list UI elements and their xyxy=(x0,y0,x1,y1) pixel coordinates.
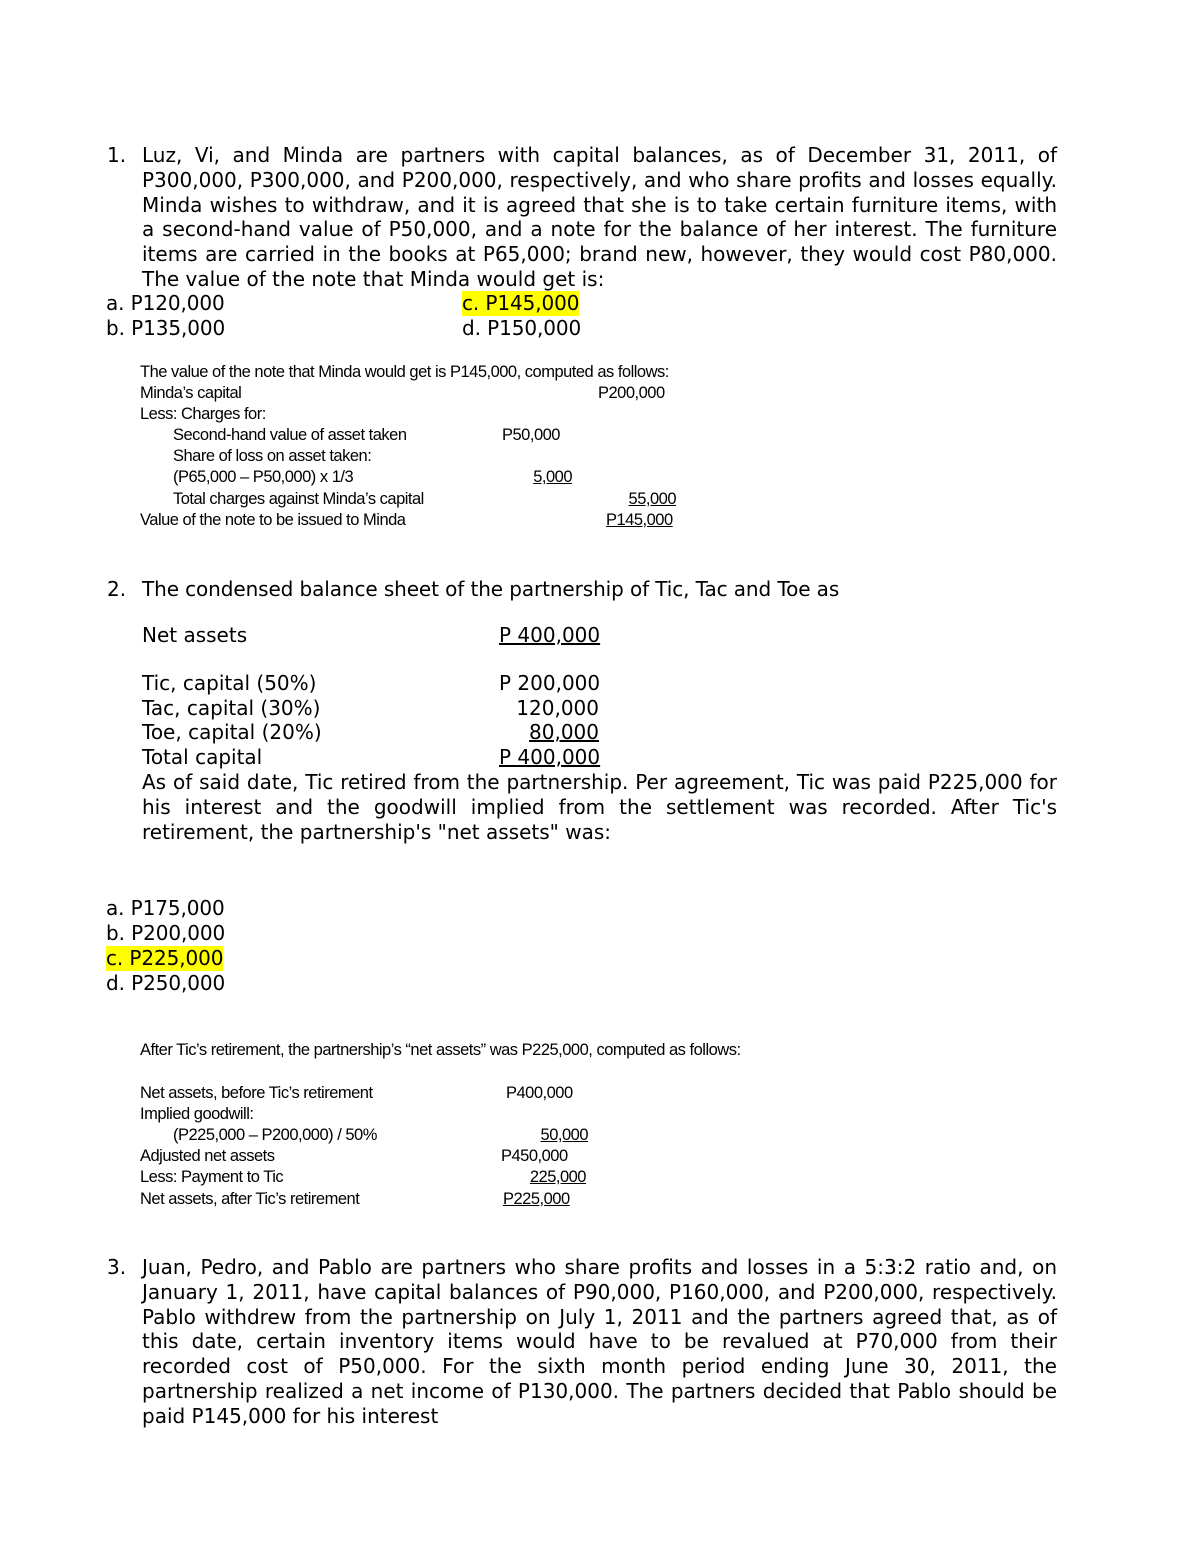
q2-solution-amount: P450,000 xyxy=(501,1147,568,1165)
question-2-text: As of said date, Tic retired from the partnership. Per agreement, Tic was paid P225,000 for his interest and the goodwill implied from the settlement was recorded. After Tic's retirement, the partnership's "net assets" was: xyxy=(142,770,1057,844)
q1-solution-row-label: Share of loss on asset taken: xyxy=(173,447,372,465)
capital-row-value: 120,000 xyxy=(516,696,599,720)
q1-solution-intro: The value of the note that Minda would get is P145,000, computed as follows: xyxy=(140,363,669,381)
q2-choice-a: a. P175,000 xyxy=(106,896,225,920)
net-assets-label: Net assets xyxy=(142,623,248,647)
question-3-text: Juan, Pedro, and Pablo are partners who share profits and losses in a 5:3:2 ratio and, on January 1, 2011, have capital balances of P90,000, P160,000, and P200,000, respectively. Pablo withdrew from the partnership on July 1, 2011 and the partners agreed that, as of this date, certain inventory items would have to be revalued at P70,000 from their recorded cost of P50,000. For the sixth month period ending June 30, 2011, the partnership realized a net income of P130,000. The partners decided that Pablo should be paid P145,000 for his interest xyxy=(142,1255,1057,1428)
q1-solution-row-label: Total charges against Minda’s capital xyxy=(173,490,424,508)
question-1-number: 1. xyxy=(107,143,127,167)
question-2-intro: The condensed balance sheet of the partnership of Tic, Tac and Toe as xyxy=(142,577,840,601)
capital-row-value: 80,000 xyxy=(529,720,599,744)
q1-solution-total: P145,000 xyxy=(606,511,673,529)
capital-row-label: Tic, capital (50%) xyxy=(142,671,317,695)
q2-solution-intro: After Tic’s retirement, the partnership’s “net assets” was P225,000, computed as follows: xyxy=(140,1041,741,1059)
total-capital-label: Total capital xyxy=(142,745,263,769)
q1-solution-amount-underlined: 5,000 xyxy=(533,468,572,486)
question-1-text: Luz, Vi, and Minda are partners with capital balances, as of December 31, 2011, of P300,000, P300,000, and P200,000, respectively, and who share profits and losses equally. Minda wishes to withdraw, and it is agreed that she is to take certain furniture items, with a second-hand value of P50,000, and a note for the balance of her interest. The furniture items are carried in the books at P65,000; brand new, however, they would cost P80,000. The value of the note that Minda would get is: xyxy=(142,143,1057,291)
q1-choice-a: a. P120,000 xyxy=(106,291,225,315)
q2-solution-row-label: Less: Payment to Tic xyxy=(140,1168,284,1186)
net-assets-value: P 400,000 xyxy=(499,623,601,647)
q2-solution-amount-underlined: 50,000 xyxy=(540,1126,588,1144)
q1-choice-d: d. P150,000 xyxy=(462,316,582,340)
q2-solution-total: P225,000 xyxy=(503,1190,570,1208)
q2-solution-row-label: (P225,000 – P200,000) / 50% xyxy=(173,1126,377,1144)
q2-solution-amount: P400,000 xyxy=(506,1084,573,1102)
q2-choice-d: d. P250,000 xyxy=(106,971,226,995)
q2-solution-row-label: Net assets, before Tic’s retirement xyxy=(140,1084,373,1102)
q1-solution-amount: P200,000 xyxy=(598,384,665,402)
q1-solution-row-label: Minda’s capital xyxy=(140,384,242,402)
capital-row-label: Toe, capital (20%) xyxy=(142,720,322,744)
q1-solution-row-label: (P65,000 – P50,000) x 1/3 xyxy=(173,468,354,486)
q2-choice-b: b. P200,000 xyxy=(106,921,226,945)
q1-solution-row-label: Less: Charges for: xyxy=(140,405,266,423)
capital-row-value: P 200,000 xyxy=(499,671,601,695)
q1-choice-b: b. P135,000 xyxy=(106,316,226,340)
q2-solution-row-label: Net assets, after Tic’s retirement xyxy=(140,1190,360,1208)
q2-solution-row-label: Adjusted net assets xyxy=(140,1147,275,1165)
q2-solution-amount-underlined: 225,000 xyxy=(529,1168,586,1186)
q2-solution-row-label: Implied goodwill: xyxy=(140,1105,254,1123)
total-capital-value: P 400,000 xyxy=(499,745,601,769)
q1-solution-amount-underlined: 55,000 xyxy=(628,490,676,508)
question-3-number: 3. xyxy=(107,1255,127,1279)
question-2-number: 2. xyxy=(107,577,127,601)
q2-choice-c-correct: c. P225,000 xyxy=(106,946,224,970)
q1-solution-row-label: Second-hand value of asset taken xyxy=(173,426,407,444)
capital-row-label: Tac, capital (30%) xyxy=(142,696,321,720)
q1-choice-c-correct: c. P145,000 xyxy=(462,291,580,315)
q1-solution-amount: P50,000 xyxy=(502,426,560,444)
q1-solution-row-label: Value of the note to be issued to Minda xyxy=(140,511,406,529)
